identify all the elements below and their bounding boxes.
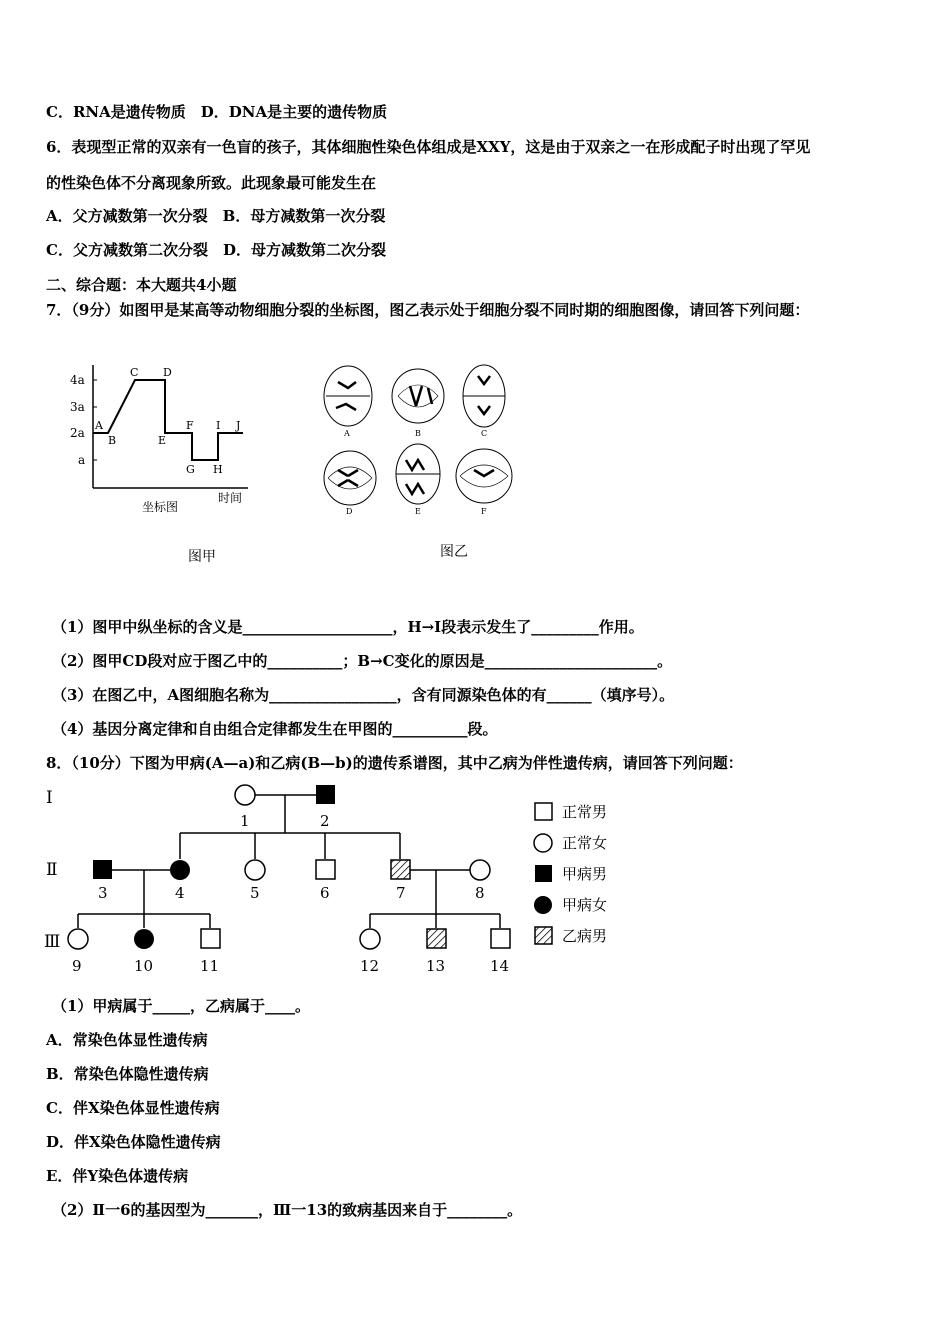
legend-disease-b-male-symbol (535, 927, 552, 944)
individual-number-10: 10 (134, 957, 154, 975)
individual-12-normal-female (360, 929, 380, 949)
q8-option-c: C．伴X染色体显性遗传病 (46, 1099, 220, 1117)
point-label-H: H (213, 463, 223, 476)
individual-number-11: 11 (200, 957, 220, 975)
individual-number-8: 8 (475, 884, 485, 902)
q7-sub3: （3）在图乙中，A图细胞名称为_________________，含有同源染色体的有______（填序号）。 (52, 686, 675, 704)
q5-options-cd: C．RNA是遗传物质 D．DNA是主要的遗传物质 (46, 103, 388, 121)
individual-number-2: 2 (320, 812, 330, 830)
q6-options-ab: A．父方减数第一次分裂 B．母方减数第一次分裂 (46, 207, 386, 225)
q8-option-b: B．常染色体隐性遗传病 (46, 1065, 209, 1083)
point-label-J: J (236, 419, 241, 432)
individual-7-disease-b-male (391, 860, 410, 879)
individual-number-4: 4 (175, 884, 185, 902)
cell-label-A: A (344, 429, 350, 438)
section-2-heading: 二、综合题：本大题共4小题 (46, 276, 237, 294)
legend-affected-male: 甲病男 (562, 865, 608, 883)
figure-yi-caption: 图乙 (440, 544, 468, 560)
legend-affected-female-symbol (534, 896, 552, 914)
individual-number-9: 9 (72, 957, 82, 975)
individual-number-7: 7 (396, 884, 406, 902)
individual-8-normal-female (470, 860, 490, 880)
y-tick-2a: 2a (70, 426, 85, 440)
cell-label-F: F (481, 507, 487, 516)
individual-6-normal-male (316, 860, 335, 879)
y-tick-4a: 4a (70, 373, 85, 387)
q8-option-d: D．伴X染色体隐性遗传病 (46, 1133, 221, 1151)
q7-stem: 7．（9分）如图甲是某高等动物细胞分裂的坐标图，图乙表示处于细胞分裂不同时期的细胞图像，请回答下列问题： (46, 301, 810, 319)
individual-1-normal-female (235, 785, 255, 805)
x-axis-label: 时间 (218, 491, 243, 505)
legend-normal-male-symbol (535, 803, 552, 820)
legend-normal-female-symbol (534, 834, 552, 852)
generation-label-III: Ⅲ (44, 932, 61, 952)
point-label-E: E (158, 434, 167, 447)
individual-2-affected-male (316, 785, 335, 804)
legend-affected-male-symbol (535, 865, 552, 882)
cell-F (456, 449, 512, 516)
cell-D (324, 451, 376, 516)
individual-13-disease-b-male (427, 929, 446, 948)
individual-10-affected-female (134, 929, 154, 949)
pedigree-chart (40, 775, 640, 980)
q7-sub2: （2）图甲CD段对应于图乙中的__________；B→C变化的原因是_______________________。 (52, 652, 673, 670)
point-label-G: G (186, 463, 195, 476)
cell-label-E: E (415, 507, 421, 516)
point-label-C: C (130, 366, 139, 379)
q8-stem: 8．（10分）下图为甲病(A—a)和乙病(B—b)的遗传系谱图，其中乙病为伴性遗传病，请回答下列问题： (46, 754, 743, 772)
cell-label-C: C (481, 429, 488, 438)
q8-sub1: （1）甲病属于_____，乙病属于____。 (52, 997, 310, 1015)
cell-C (463, 365, 505, 438)
legend-normal-male: 正常男 (562, 803, 608, 821)
legend-affected-female: 甲病女 (562, 896, 608, 914)
legend-normal-female: 正常女 (562, 834, 608, 852)
cell-E (396, 444, 440, 516)
individual-5-normal-female (245, 860, 265, 880)
legend-disease-b-male: 乙病男 (562, 927, 608, 945)
q7-sub4: （4）基因分离定律和自由组合定律都发生在甲图的__________段。 (52, 720, 498, 738)
q7-sub1: （1）图甲中纵坐标的含义是____________________，H→I段表示发生了_________作用。 (52, 618, 644, 636)
individual-3-affected-male (93, 860, 112, 879)
individual-11-normal-male (201, 929, 220, 948)
cell-label-D: D (346, 507, 353, 516)
q8-option-e: E．伴Y染色体遗传病 (46, 1167, 189, 1185)
individual-number-13: 13 (426, 957, 446, 975)
individual-9-normal-female (68, 929, 88, 949)
point-label-B: B (108, 434, 117, 447)
individual-number-14: 14 (490, 957, 510, 975)
cell-B (392, 369, 444, 438)
individual-14-normal-male (491, 929, 510, 948)
point-label-F: F (186, 419, 194, 432)
point-label-I: I (216, 419, 221, 432)
q6-options-cd: C．父方减数第二次分裂 D．母方减数第二次分裂 (46, 241, 386, 259)
individual-number-3: 3 (98, 884, 108, 902)
q6-stem-line1: 6．表现型正常的双亲有一色盲的孩子，其体细胞性染色体组成是XXY，这是由于双亲之一在形成配子时出现了罕见 (46, 138, 811, 156)
individual-number-5: 5 (250, 884, 260, 902)
generation-label-I: Ⅰ (46, 788, 53, 808)
individual-4-affected-female (170, 860, 190, 880)
figure-jia-caption: 图甲 (188, 549, 216, 565)
curve-line (93, 380, 243, 460)
y-tick-a: a (78, 453, 86, 467)
individual-number-1: 1 (240, 812, 250, 830)
generation-label-II: Ⅱ (46, 860, 58, 880)
chart-title: 坐标图 (142, 500, 179, 514)
q6-stem-line2: 的性染色体不分离现象所致。此现象最可能发生在 (46, 174, 377, 192)
cell-A (324, 366, 372, 438)
q8-sub2: （2）Ⅱ一6的基因型为_______，Ⅲ一13的致病基因来自于________。 (52, 1201, 523, 1219)
point-label-D: D (163, 366, 172, 379)
point-label-A: A (95, 419, 103, 432)
figure-jia-chart (68, 355, 268, 580)
individual-number-12: 12 (360, 957, 380, 975)
q8-option-a: A．常染色体显性遗传病 (46, 1031, 208, 1049)
individual-number-6: 6 (320, 884, 330, 902)
cell-label-B: B (415, 429, 421, 438)
y-tick-3a: 3a (70, 400, 85, 414)
figure-yi-cells (320, 360, 530, 560)
